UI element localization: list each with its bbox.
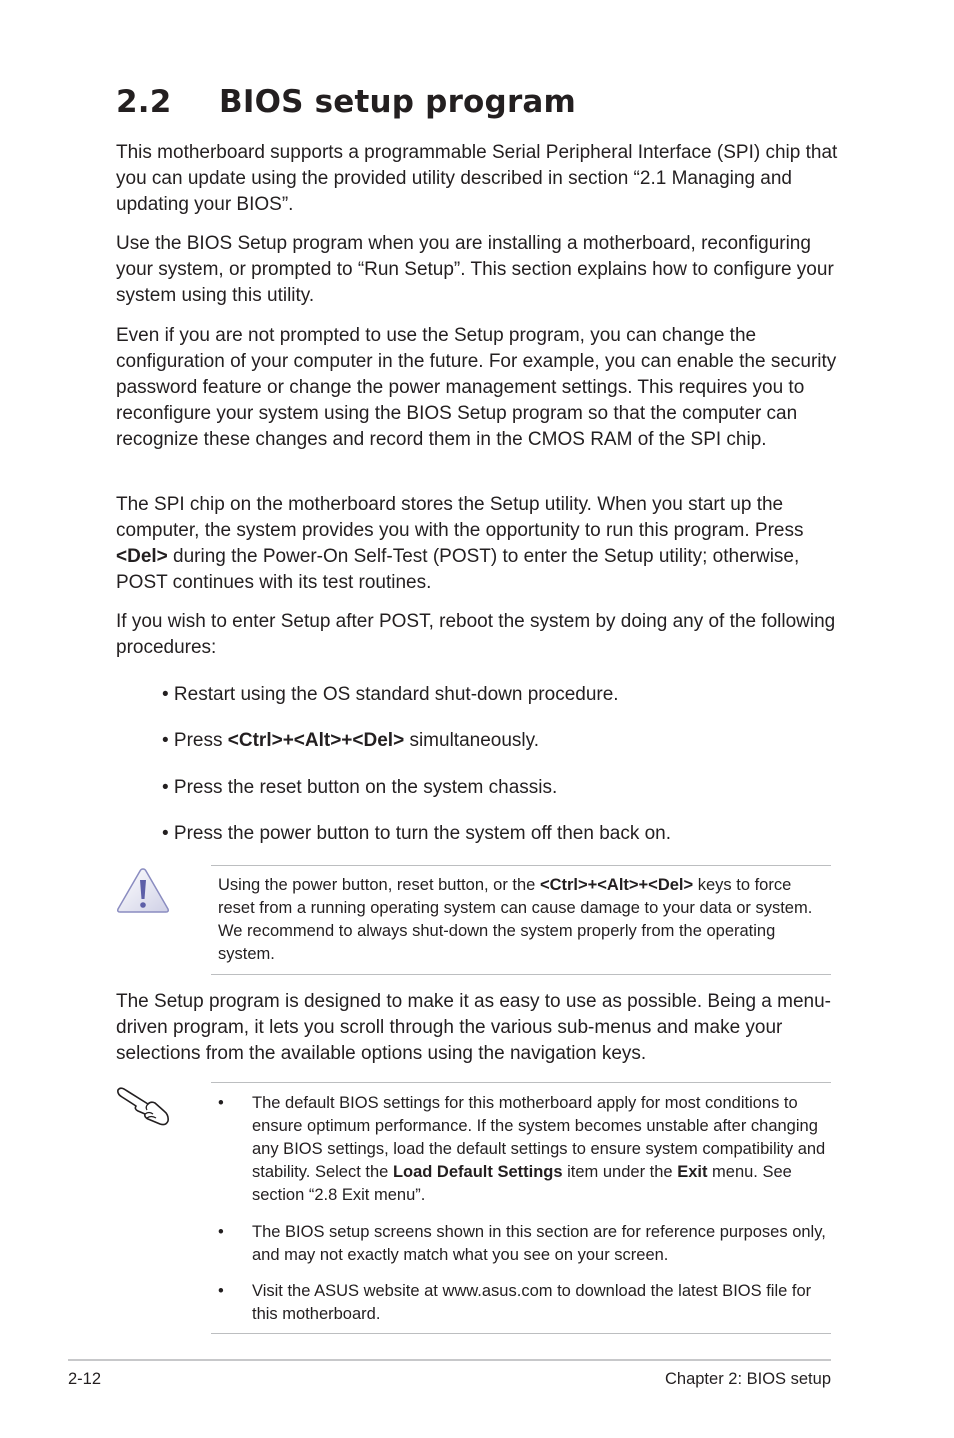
caution-text-part: keys to force reset from a running operating system can cause damage to your data or system. We recommend to always shut-down the system properly from the operating system. [218, 876, 813, 963]
paragraph-text: The SPI chip on the motherboard stores the Setup utility. When you start up the computer, the system provides you with the opportunity to run this program. Press [116, 494, 804, 541]
paragraph-reboot-intro: If you wish to enter Setup after POST, reboot the system by doing any of the following procedures: [116, 611, 836, 658]
warning-triangle-icon [114, 866, 172, 916]
note-bullet: • [218, 1282, 224, 1300]
procedure-item-reset: • Press the reset button on the system chassis. [162, 777, 558, 798]
note-bottom-rule [211, 1333, 831, 1334]
caution-top-rule [211, 865, 831, 866]
caution-key: <Ctrl>+<Alt>+<Del> [539, 876, 694, 894]
pointing-hand-icon [114, 1084, 172, 1128]
load-default-settings-label: Load Default Settings [392, 1163, 563, 1181]
note-bullet: • [218, 1094, 224, 1112]
paragraph-menu-driven: The Setup program is designed to make it as easy to use as possible. Being a menu-driven program, it lets you scroll through the various sub-menus and make your selections from the available options using the navigation keys. [116, 991, 832, 1064]
chapter-label: Chapter 2: BIOS setup [664, 1370, 831, 1388]
page-number: 2-12 [68, 1370, 102, 1388]
paragraph-reconfigure: Even if you are not prompted to use the Setup program, you can change the configuration of your computer in the future. For example, you can enable the security password feature or change the power management settings. This requires you to reconfigure your system using the BIOS Setup program so that the computer can recognize these changes and record them in the CMOS RAM of the SPI chip. [116, 325, 837, 450]
section-number: 2.2 [116, 84, 172, 120]
procedure-item-keys [162, 728, 842, 754]
note-bullet: • [218, 1223, 224, 1241]
note-item-reference: The BIOS setup screens shown in this section are for reference purposes only, and may not exactly match what you see on your screen. [252, 1223, 826, 1264]
footer-rule [68, 1359, 831, 1361]
note-top-rule [211, 1082, 831, 1083]
paragraph-setup-usage: Use the BIOS Setup program when you are installing a motherboard, reconfiguring your system, or prompted to “Run Setup”. This section explains how to configure your system using this utility. [116, 233, 834, 306]
section-title: BIOS setup program [219, 84, 577, 120]
procedure-text: simultaneously. [404, 730, 539, 751]
note-text: item under the [562, 1163, 678, 1181]
caution-text [218, 874, 822, 966]
ctrl-alt-del-key: <Ctrl>+<Alt>+<Del> [227, 730, 405, 751]
caution-text-part: Using the power button, reset button, or the [218, 876, 540, 894]
procedure-item-power: • Press the power button to turn the system off then back on. [162, 823, 672, 844]
paragraph-spi-intro: This motherboard supports a programmable Serial Peripheral Interface (SPI) chip that you can update using the provided utility described in section “2.1 Managing and updating your BIOS”. [116, 142, 838, 215]
paragraph-text: during the Power-On Self-Test (POST) to enter the Setup utility; otherwise, POST continues with its test routines. [116, 546, 800, 593]
del-key: <Del> [116, 546, 168, 567]
section-heading [116, 84, 576, 120]
note-text: menu. See section “2.8 Exit menu”. [252, 1163, 792, 1204]
procedure-text: • Press [162, 730, 228, 751]
note-item-website: Visit the ASUS website at www.asus.com to download the latest BIOS file for this motherboard. [252, 1282, 812, 1323]
note-text: The default BIOS settings for this motherboard apply for most conditions to ensure optimum performance. If the system becomes unstable after changing any BIOS settings, load the default settings to ensure system compatibility and stability. Select the [252, 1094, 826, 1181]
procedure-item-restart: • Restart using the OS standard shut-down procedure. [162, 684, 619, 705]
caution-bottom-rule [211, 974, 831, 975]
exit-menu-label: Exit [677, 1163, 708, 1181]
note-item-defaults [252, 1092, 832, 1207]
paragraph-enter-setup [116, 492, 846, 596]
